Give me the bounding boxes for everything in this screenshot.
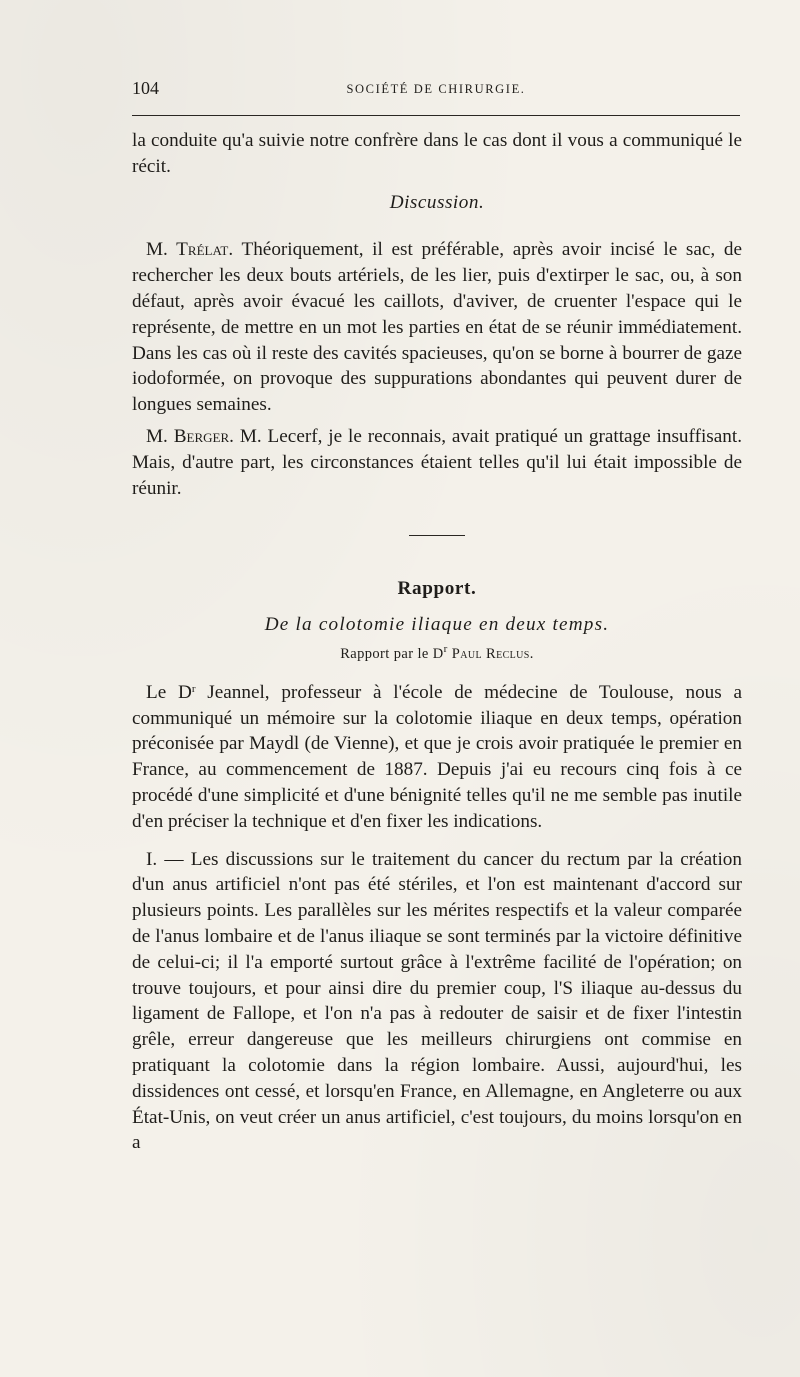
trelat-text: Théoriquement, il est préférable, après avoir incisé le sac, de rechercher les deux bouts artériels, de les lier, puis d'extirper le sac, ou, à son défaut, après avoir évacué les caillots, d'aviver, de cruenter l'espace qui le représente, de mettre en un mot les parties en état de se réunir immédiatement. Dans les cas où il reste des cavités spacieuses, qu'on se borne à bourrer de gaze iodoformée, on provoque des suppurations abondantes qui peuvent durer de longues semaines. [132,239,742,416]
para1-text: Jeannel, professeur à l'école de médecine de Toulouse, nous a communiqué un mémoire sur la colotomie iliaque en deux temps, opération préconisée par Maydl (de Vienne), et que je crois avoir pratiquée le premier en France, au commencement de 1887. Depuis j'ai eu recours cinq fois à ce procédé d'une simplicité et d'une bénignité telles qu'il ne me semble pas inutile d'en préciser la technique et d'en fixer les indications. [132,681,743,832]
berger-paragraph [132,424,742,501]
spacer [132,227,742,237]
speaker-trelat: M. Trélat. [146,239,234,261]
speaker-berger: M. Berger. [146,425,234,447]
rapport-paragraph-1 [132,680,742,835]
byline-prefix: Rapport par le D [340,645,444,662]
page-number: 104 [132,78,159,98]
para1-sup: r [191,682,196,695]
page-header [132,74,740,100]
berger-text: M. Lecerf, je le reconnais, avait pratiqué un grattage insuffisant. Mais, d'autre part, les circonstances étaient telles qu'il lui était impossible de réunir. [132,425,742,499]
running-head: SOCIÉTÉ DE CHIRURGIE. [346,82,526,96]
rapport-paragraph-2: I. — Les discussions sur le traitement du cancer du rectum par la création d'un anus artificiel n'ont pas été stériles, et l'on est maintenant d'accord sur plusieurs points. Les parallèles sur les mérites respectifs et la valeur comparée de l'anus lombaire et de l'anus iliaque se sont terminés par la victoire définitive de celui-ci; il l'a emporté surtout grâce à l'extrême facilité de l'opération; on trouve toujours, et pour ainsi dire du premier coup, l'S iliaque au-dessus du ligament de Fallope, et l'on n'a pas à redouter de saisir et de fixer l'intestin grêle, erreur dangereuse que les meilleurs chirurgiens ont commise en pratiquant la colotomie dans la région lombaire. Aussi, aujourd'hui, les dissidences ont cessé, et lorsqu'en France, en Allemagne, en Angleterre ou aux État-Unis, on veut créer un anus artificiel, c'est toujours, du moins lorsqu'on en a [132,848,742,1154]
byline-sup: r [443,642,448,655]
section-separator [409,535,465,536]
trelat-paragraph [132,237,742,418]
byline-author: Paul Reclus. [451,645,534,662]
rapport-byline [132,642,742,668]
continuation-paragraph: la conduite qu'a suivie notre confrère dans le cas dont il vous a communiqué le récit. [132,130,742,177]
rapport-subtitle: De la colotomie iliaque en deux temps. [264,614,610,636]
body-text [132,128,742,1156]
spacer [132,835,742,847]
discussion-heading: Discussion. [389,191,485,213]
header-rule [132,115,740,116]
rapport-heading: Rapport. [397,578,477,600]
para1-prefix: Le D [146,681,192,703]
